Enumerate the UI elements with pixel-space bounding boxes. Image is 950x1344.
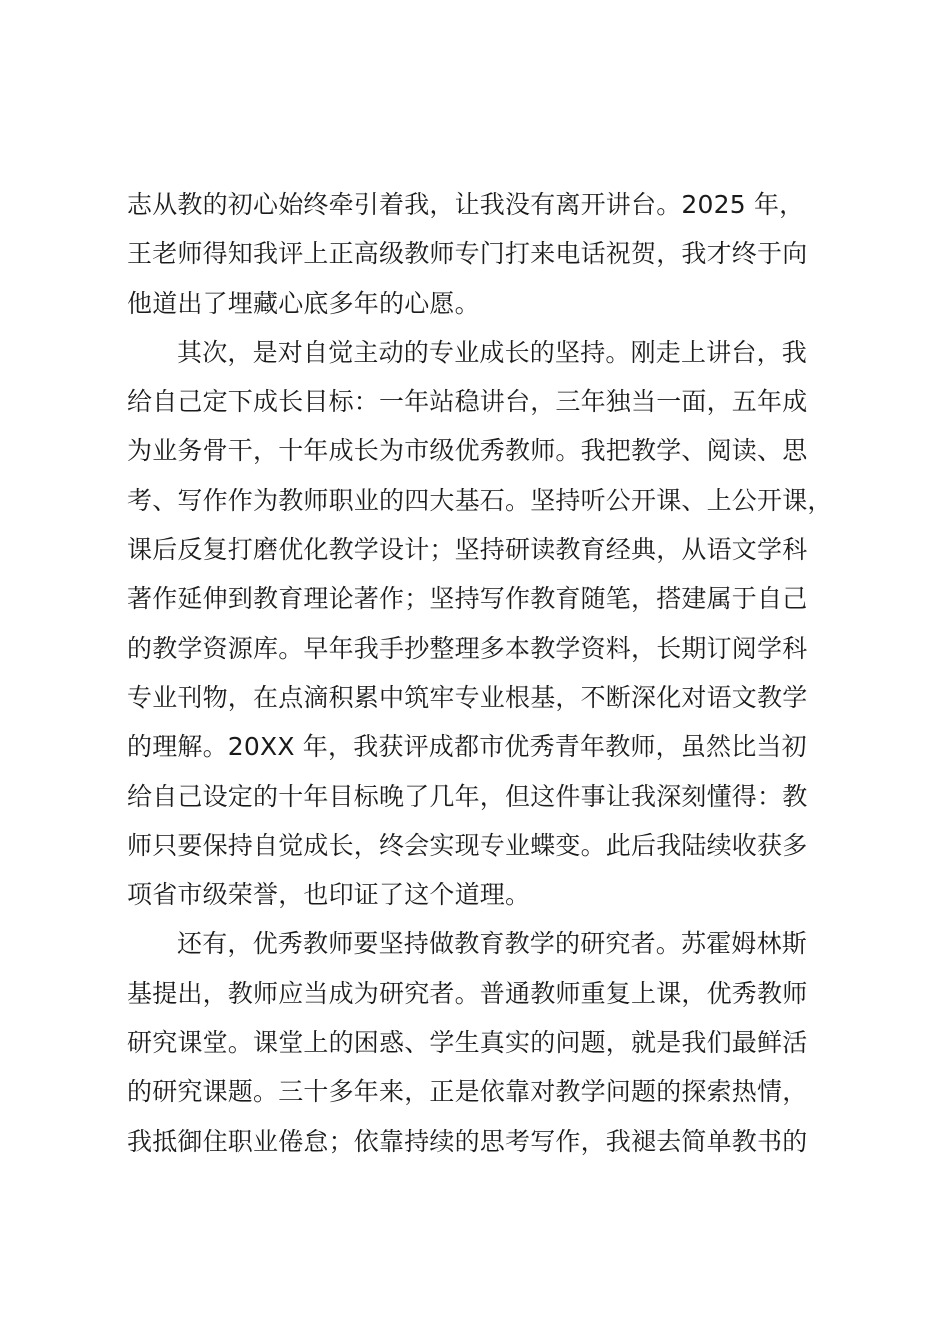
text-line: 研究课堂。课堂上的困惑、学生真实的问题，就是我们最鲜活 [127, 1028, 808, 1058]
text-line: 的教学资源库。早年我手抄整理多本教学资料，长期订阅学科 [127, 633, 808, 663]
text-line: 的理解。20XX 年，我获评成都市优秀青年教师，虽然比当初 [127, 732, 807, 762]
text-line: 考、写作作为教师职业的四大基石。坚持听公开课、上公开课， [127, 485, 833, 515]
text-line: 项省市级荣誉，也印证了这个道理。 [127, 880, 531, 910]
paragraph-start-line: 其次，是对自觉主动的专业成长的坚持。刚走上讲台，我 [177, 337, 808, 367]
text-line: 王老师得知我评上正高级教师专门打来电话祝贺，我才终于向 [127, 239, 808, 269]
text-line: 师只要保持自觉成长，终会实现专业蝶变。此后我陆续收获多 [127, 830, 808, 860]
text-line: 给自己定下成长目标：一年站稳讲台，三年独当一面，五年成 [127, 387, 808, 417]
text-line: 基提出，教师应当成为研究者。普通教师重复上课，优秀教师 [127, 978, 808, 1008]
text-line: 的研究课题。三十多年来，正是依靠对教学问题的探索热情， [127, 1077, 808, 1107]
text-line: 我抵御住职业倦怠；依靠持续的思考写作，我褪去简单教书的 [127, 1126, 808, 1156]
text-line: 专业刊物，在点滴积累中筑牢专业根基，不断深化对语文教学 [127, 682, 808, 712]
text-line: 为业务骨干，十年成长为市级优秀教师。我把教学、阅读、思 [127, 436, 808, 466]
text-line: 志从教的初心始终牵引着我，让我没有离开讲台。2025 年， [127, 190, 805, 219]
paragraph-start-line: 还有，优秀教师要坚持做教育教学的研究者。苏霍姆林斯 [177, 929, 808, 959]
text-line: 课后反复打磨优化教学设计；坚持研读教育经典，从语文学科 [127, 535, 808, 565]
text-line: 给自己设定的十年目标晚了几年，但这件事让我深刻懂得：教 [127, 781, 808, 811]
document-body [127, 180, 837, 1166]
text-line: 他道出了埋藏心底多年的心愿。 [127, 288, 480, 318]
text-line: 著作延伸到教育理论著作；坚持写作教育随笔，搭建属于自己 [127, 584, 808, 614]
